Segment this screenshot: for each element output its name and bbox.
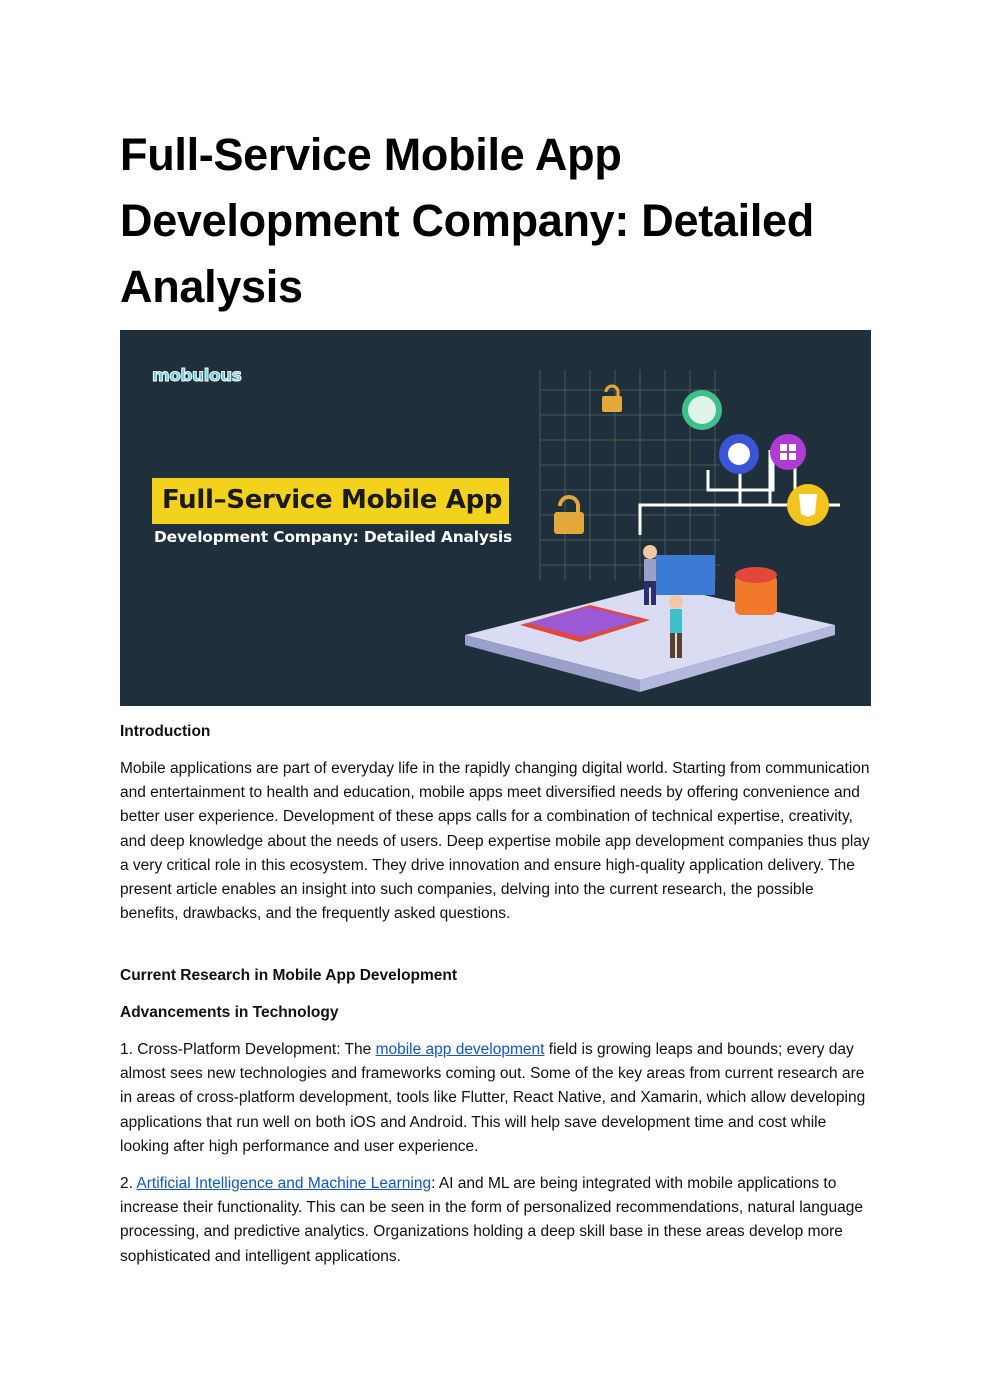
html5-icon — [787, 484, 829, 526]
item2-prefix: 2. — [120, 1175, 137, 1192]
item1-prefix: 1. Cross-Platform Development: The — [120, 1041, 376, 1058]
padlock-icon-large — [554, 497, 584, 534]
item-cross-platform — [120, 1038, 872, 1159]
ai-ml-link[interactable]: Artificial Intelligence and Machine Learning — [136, 1175, 432, 1192]
apple-icon — [719, 434, 759, 474]
advancements-heading: Advancements in Technology — [120, 1004, 339, 1021]
banner-logo: mobulous — [152, 366, 242, 386]
android-icon — [682, 390, 722, 430]
item-ai-ml — [120, 1172, 872, 1269]
intro-paragraph: Mobile applications are part of everyday life in the rapidly changing digital world. Starting from communication and entertainment to health and education, mobile apps meet diversified needs by offering convenience and better user experience. Development of these apps calls for a combination of technical expertise, creativity, and deep knowledge about the needs of users. Deep expertise mobile app development companies thus play a very critical role in this ecosystem. They drive innovation and ensure high-quality application delivery. The present article enables an insight into such companies, delving into the current research, the possible benefits, drawbacks, and the frequently asked questions. — [120, 760, 870, 923]
research-heading: Current Research in Mobile App Development — [120, 967, 458, 984]
windows-icon — [770, 434, 806, 470]
hero-banner — [120, 330, 871, 706]
article-title: Full-Service Mobile App Development Company: Detailed Analysis — [120, 129, 814, 312]
mobile-app-development-link[interactable]: mobile app development — [375, 1041, 545, 1058]
item1-suffix: field is growing leaps and bounds; every day almost sees new technologies and frameworks coming out. Some of the key areas from current research are in areas of cross-platform development, tools like Flutter, React Native, and Xamarin, which allow developing applications that run well on both iOS and Android. This will help save development time and cost while looking after high performance and user experience. — [120, 1041, 866, 1155]
banner-headline: Full–Service Mobile App — [162, 485, 503, 515]
item2-suffix: : AI and ML are being integrated with mobile applications to increase their functionality. This can be seen in the form of personalized recommendations, natural language processing, and predictive analytics. Organizations holding a deep skill base in these areas develop more sophisticated and intelligent applications. — [120, 1175, 863, 1265]
intro-heading: Introduction — [120, 723, 211, 740]
banner-subheadline: Development Company: Detailed Analysis — [154, 528, 512, 546]
